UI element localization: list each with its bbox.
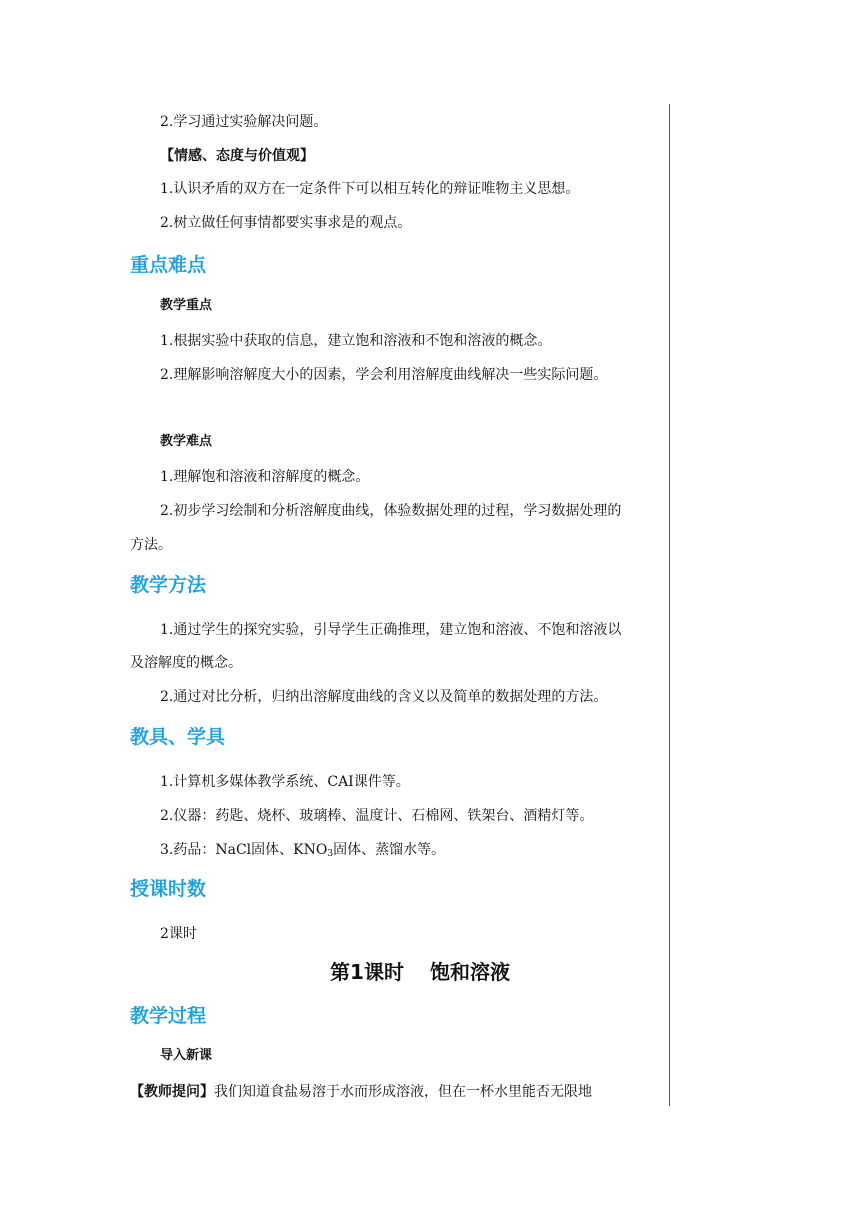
lesson-title — [130, 957, 710, 987]
difficulty-item: 1.理解饱和溶液和溶解度的概念。 — [160, 469, 370, 485]
method-item: 2.通过对比分析，归纳出溶解度曲线的含义以及简单的数据处理的方法。 — [160, 689, 608, 705]
tool-item-reagents — [130, 833, 692, 871]
section-heading-tools: 教具、学具 — [130, 726, 226, 748]
page-margin-rule — [669, 104, 670, 1106]
kno3-subscript: 3 — [327, 849, 334, 859]
difficulty-item-continued: 方法。 — [130, 537, 172, 553]
section-heading-process: 教学过程 — [130, 1005, 207, 1027]
lesson-number: 第1课时 — [330, 960, 404, 984]
tool-item: 1.计算机多媒体教学系统、CAI课件等。 — [160, 774, 410, 790]
section-heading-methods: 教学方法 — [130, 574, 207, 596]
teacher-question — [130, 1075, 662, 1109]
lesson-topic: 饱和溶液 — [429, 960, 510, 984]
method-item: 1.通过学生的探究实验，引导学生正确推理，建立饱和溶液、不饱和溶液以 — [160, 622, 622, 638]
reagents-text-suffix: 固体、蒸馏水等。 — [333, 842, 446, 858]
difficulty-heading: 教学难点 — [160, 434, 213, 449]
section-heading-key-points: 重点难点 — [130, 254, 207, 276]
difficulty-item: 2.初步学习绘制和分析溶解度曲线，体验数据处理的过程，学习数据处理的 — [160, 503, 622, 519]
hours-value: 2课时 — [160, 926, 197, 942]
attitude-item: 1.认识矛盾的双方在一定条件下可以相互转化的辩证唯物主义思想。 — [160, 181, 580, 197]
intro-heading: 导入新课 — [160, 1048, 213, 1063]
process-objective-item: 2.学习通过实验解决问题。 — [160, 114, 328, 130]
attitude-item: 2.树立做任何事情都要实事求是的观点。 — [160, 215, 412, 231]
teacher-question-text: 我们知道食盐易溶于水而形成溶液，但在一杯水里能否无限地 — [214, 1084, 592, 1100]
method-item-continued: 及溶解度的概念。 — [130, 655, 242, 671]
attitude-heading: 【情感、态度与价值观】 — [160, 148, 314, 164]
tool-item: 2.仪器：药匙、烧杯、玻璃棒、温度计、石棉网、铁架台、酒精灯等。 — [160, 808, 594, 824]
focus-heading: 教学重点 — [160, 298, 213, 313]
reagents-text-prefix: 3.药品：NaCl固体、KNO — [160, 842, 328, 858]
focus-item: 1.根据实验中获取的信息，建立饱和溶液和不饱和溶液的概念。 — [160, 333, 552, 349]
section-heading-hours: 授课时数 — [130, 878, 207, 900]
teacher-question-label: 【教师提问】 — [130, 1084, 214, 1100]
focus-item: 2.理解影响溶解度大小的因素，学会利用溶解度曲线解决一些实际问题。 — [160, 367, 608, 383]
